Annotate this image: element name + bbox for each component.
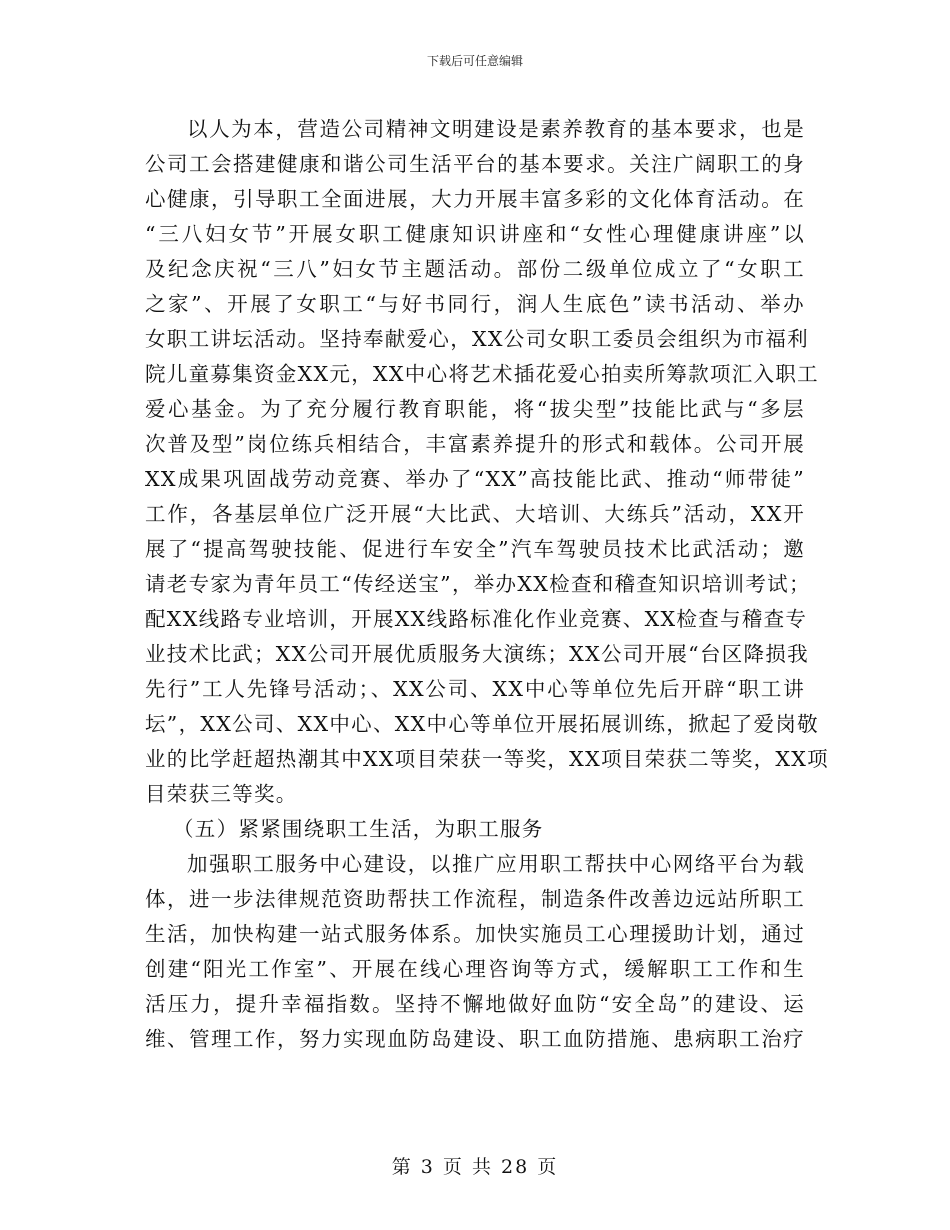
paragraph-line: 展了“提高驾驶技能、促进行车安全”汽车驾驶员技术比武活动；邀 bbox=[145, 537, 805, 561]
page-number-footer: 第 3 页 共 28 页 bbox=[391, 1156, 559, 1178]
paragraph-line: 之家”、开展了女职工“与好书同行，润人生底色”读书活动、举办 bbox=[145, 292, 805, 316]
paragraph-line: 院儿童募集资金XX元，XX中心将艺术插花爱心拍卖所筹款项汇入职工 bbox=[145, 362, 819, 386]
paragraph-line: 女职工讲坛活动。坚持奉献爱心，XX公司女职工委员会组织为市福利 bbox=[145, 327, 809, 351]
paragraph-line: 生活，加快构建一站式服务体系。加快实施员工心理援助计划，通过 bbox=[145, 922, 805, 946]
paragraph-line: 心健康，引导职工全面进展，大力开展丰富多彩的文化体育活动。在 bbox=[145, 187, 805, 211]
paragraph-line: 爱心基金。为了充分履行教育职能，将“拔尖型”技能比武与“多层 bbox=[145, 397, 805, 421]
page-header: 下载后可任意编辑 bbox=[426, 54, 523, 68]
paragraph-line: 公司工会搭建健康和谐公司生活平台的基本要求。关注广阔职工的身 bbox=[145, 152, 805, 176]
paragraph-line: 创建“阳光工作室”、开展在线心理咨询等方式，缓解职工工作和生 bbox=[145, 957, 805, 981]
paragraph-line: 先行”工人先锋号活动；、XX公司、XX中心等单位先后开辟“职工讲 bbox=[145, 677, 805, 701]
paragraph-line: 以人为本，营造公司精神文明建设是素养教育的基本要求，也是 bbox=[187, 117, 805, 141]
document-body bbox=[145, 112, 829, 1057]
paragraph-line: 体，进一步法律规范资助帮扶工作流程，制造条件改善边远站所职工 bbox=[145, 887, 805, 911]
paragraph-line: XX成果巩固战劳动竞赛、举办了“XX”高技能比武、推动“师带徒” bbox=[145, 467, 805, 491]
paragraph-line: 及纪念庆祝“三八”妇女节主题活动。部份二级单位成立了“女职工 bbox=[145, 257, 805, 281]
paragraph-line: 业技术比武；XX公司开展优质服务大演练；XX公司开展“台区降损我 bbox=[145, 642, 809, 666]
paragraph-line: 次普及型”岗位练兵相结合，丰富素养提升的形式和载体。公司开展 bbox=[145, 432, 805, 456]
paragraph-line: 活压力，提升幸福指数。坚持不懈地做好血防“安全岛”的建设、运 bbox=[145, 992, 805, 1016]
paragraph-line: 配XX线路专业培训，开展XX线路标准化作业竞赛、XX检查与稽查专 bbox=[145, 607, 808, 631]
paragraph-line: 维、管理工作，努力实现血防岛建设、职工血防措施、患病职工治疗 bbox=[145, 1027, 805, 1051]
paragraph-line: 坛”，XX公司、XX中心、XX中心等单位开展拓展训练，掀起了爱岗敬 bbox=[145, 712, 819, 736]
paragraph-line: 加强职工服务中心建设，以推广应用职工帮扶中心网络平台为载 bbox=[187, 852, 805, 876]
paragraph-line: 业的比学赶超热潮其中XX项目荣获一等奖，XX项目荣获二等奖，XX项 bbox=[145, 747, 829, 771]
paragraph-line: 工作，各基层单位广泛开展“大比武、大培训、大练兵”活动，XX开 bbox=[145, 502, 805, 526]
paragraph-line: 请老专家为青年员工“传经送宝”，举办XX检查和稽查知识培训考试； bbox=[145, 572, 811, 596]
section-heading: （五）紧紧围绕职工生活，为职工服务 bbox=[173, 817, 544, 841]
paragraph-line: “三八妇女节”开展女职工健康知识讲座和“女性心理健康讲座”以 bbox=[145, 222, 805, 246]
paragraph-line: 目荣获三等奖。 bbox=[145, 782, 298, 806]
